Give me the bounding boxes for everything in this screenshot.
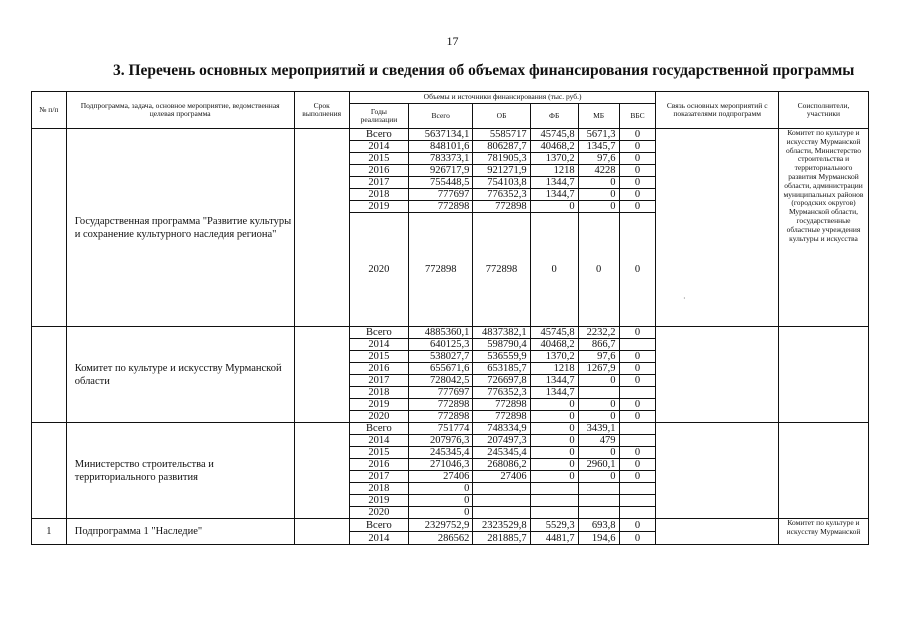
- header-subprogram: Подпрограмма, задача, основное мероприятие, ведомственная целевая программа: [66, 92, 294, 129]
- total-cell: 0: [409, 507, 473, 519]
- vbs-cell: 0: [619, 399, 656, 411]
- fb-cell: 0: [530, 423, 578, 435]
- term-cell: [294, 327, 349, 423]
- ob-cell: 653185,7: [473, 363, 530, 375]
- mb-cell: 693,8: [578, 519, 619, 532]
- table-row: [32, 519, 869, 532]
- vbs-cell: 0: [619, 459, 656, 471]
- year-cell: 2015: [349, 447, 408, 459]
- total-cell: 655671,6: [409, 363, 473, 375]
- ob-cell: 776352,3: [473, 387, 530, 399]
- link-cell: [656, 423, 779, 519]
- vbs-cell: 0: [619, 351, 656, 363]
- header-fb: ФБ: [530, 104, 578, 129]
- header-partners: Соисполнители, участники: [778, 92, 868, 129]
- ob-cell: 781905,3: [473, 153, 530, 165]
- total-cell: 848101,6: [409, 141, 473, 153]
- year-cell: 2015: [349, 351, 408, 363]
- total-cell: 207976,3: [409, 435, 473, 447]
- fb-cell: 0: [530, 435, 578, 447]
- year-cell: 2018: [349, 189, 408, 201]
- total-cell: 751774: [409, 423, 473, 435]
- fb-cell: 1344,7: [530, 375, 578, 387]
- mb-cell: 479: [578, 435, 619, 447]
- ob-cell: 2323529,8: [473, 519, 530, 532]
- year-cell: 2018: [349, 483, 408, 495]
- header-total: Всего: [409, 104, 473, 129]
- total-cell: 772898: [409, 411, 473, 423]
- fb-cell: [530, 483, 578, 495]
- table-row: [32, 327, 869, 339]
- fb-cell: 0: [530, 213, 578, 327]
- ob-cell: 4837382,1: [473, 327, 530, 339]
- fb-cell: 0: [530, 459, 578, 471]
- vbs-cell: 0: [619, 532, 656, 545]
- year-cell: 2019: [349, 201, 408, 213]
- vbs-cell: 0: [619, 213, 656, 327]
- year-cell: 2019: [349, 495, 408, 507]
- header-term: Срок выполнения: [294, 92, 349, 129]
- year-cell: 2014: [349, 339, 408, 351]
- vbs-cell: [619, 423, 656, 435]
- year-cell: Всего: [349, 129, 408, 141]
- mb-cell: 97,6: [578, 153, 619, 165]
- mb-cell: 2960,1: [578, 459, 619, 471]
- year-cell: 2014: [349, 435, 408, 447]
- mb-cell: 0: [578, 189, 619, 201]
- term-cell: [294, 519, 349, 545]
- year-cell: 2016: [349, 363, 408, 375]
- year-cell: Всего: [349, 327, 408, 339]
- fb-cell: 0: [530, 411, 578, 423]
- total-cell: 0: [409, 483, 473, 495]
- row-number: 1: [32, 519, 67, 545]
- total-cell: 640125,3: [409, 339, 473, 351]
- ob-cell: 268086,2: [473, 459, 530, 471]
- ob-cell: [473, 495, 530, 507]
- total-cell: 926717,9: [409, 165, 473, 177]
- vbs-cell: 0: [619, 153, 656, 165]
- partners-cell: [778, 327, 868, 423]
- scan-mark: ·: [683, 294, 686, 303]
- header-vbs: ВБС: [619, 104, 656, 129]
- link-cell: [656, 327, 779, 423]
- mb-cell: 1345,7: [578, 141, 619, 153]
- row-number: [32, 327, 67, 423]
- ob-cell: 772898: [473, 399, 530, 411]
- ob-cell: 772898: [473, 201, 530, 213]
- mb-cell: 1267,9: [578, 363, 619, 375]
- link-cell: [656, 519, 779, 545]
- term-cell: [294, 129, 349, 327]
- mb-cell: 0: [578, 411, 619, 423]
- ob-cell: 776352,3: [473, 189, 530, 201]
- year-cell: 2019: [349, 399, 408, 411]
- table-row: [32, 423, 869, 435]
- total-cell: 777697: [409, 387, 473, 399]
- fb-cell: 1344,7: [530, 387, 578, 399]
- link-cell: [656, 129, 779, 327]
- total-cell: 2329752,9: [409, 519, 473, 532]
- year-cell: 2014: [349, 532, 408, 545]
- mb-cell: 0: [578, 213, 619, 327]
- year-cell: 2015: [349, 153, 408, 165]
- vbs-cell: [619, 435, 656, 447]
- fb-cell: 4481,7: [530, 532, 578, 545]
- total-cell: 27406: [409, 471, 473, 483]
- year-cell: Всего: [349, 423, 408, 435]
- header-ob: ОБ: [473, 104, 530, 129]
- vbs-cell: [619, 483, 656, 495]
- fb-cell: 40468,2: [530, 339, 578, 351]
- header-years: Годы реализации: [349, 104, 408, 129]
- mb-cell: 4228: [578, 165, 619, 177]
- mb-cell: 0: [578, 447, 619, 459]
- vbs-cell: 0: [619, 327, 656, 339]
- mb-cell: 0: [578, 201, 619, 213]
- vbs-cell: 0: [619, 375, 656, 387]
- ob-cell: 598790,4: [473, 339, 530, 351]
- total-cell: 5637134,1: [409, 129, 473, 141]
- year-cell: Всего: [349, 519, 408, 532]
- vbs-cell: 0: [619, 165, 656, 177]
- document-title: 3. Перечень основных мероприятий и сведения об объемах финансирования государственной программы: [113, 62, 855, 79]
- fb-cell: 45745,8: [530, 327, 578, 339]
- ob-cell: 536559,9: [473, 351, 530, 363]
- year-cell: 2020: [349, 213, 408, 327]
- ob-cell: 772898: [473, 411, 530, 423]
- fb-cell: 0: [530, 201, 578, 213]
- mb-cell: [578, 387, 619, 399]
- total-cell: 783373,1: [409, 153, 473, 165]
- mb-cell: 0: [578, 375, 619, 387]
- fb-cell: 1370,2: [530, 351, 578, 363]
- fb-cell: 1344,7: [530, 189, 578, 201]
- total-cell: 777697: [409, 189, 473, 201]
- mb-cell: [578, 507, 619, 519]
- fb-cell: [530, 495, 578, 507]
- ob-cell: 921271,9: [473, 165, 530, 177]
- header-num: № п/п: [32, 92, 67, 129]
- vbs-cell: 0: [619, 471, 656, 483]
- total-cell: 772898: [409, 201, 473, 213]
- total-cell: 755448,5: [409, 177, 473, 189]
- fb-cell: 45745,8: [530, 129, 578, 141]
- program-name: Министерство строительства и территориального развития: [66, 423, 294, 519]
- total-cell: 0: [409, 495, 473, 507]
- year-cell: 2017: [349, 471, 408, 483]
- vbs-cell: 0: [619, 411, 656, 423]
- ob-cell: [473, 507, 530, 519]
- vbs-cell: [619, 339, 656, 351]
- year-cell: 2016: [349, 165, 408, 177]
- year-cell: 2017: [349, 177, 408, 189]
- mb-cell: [578, 495, 619, 507]
- total-cell: 772898: [409, 213, 473, 327]
- ob-cell: 726697,8: [473, 375, 530, 387]
- year-cell: 2017: [349, 375, 408, 387]
- vbs-cell: [619, 387, 656, 399]
- vbs-cell: 0: [619, 447, 656, 459]
- row-number: [32, 423, 67, 519]
- vbs-cell: [619, 507, 656, 519]
- table-row: [32, 129, 869, 141]
- mb-cell: 3439,1: [578, 423, 619, 435]
- program-name: Государственная программа "Развитие культуры и сохранение культурного наследия региона": [66, 129, 294, 327]
- fb-cell: 0: [530, 399, 578, 411]
- program-name: Комитет по культуре и искусству Мурманской области: [66, 327, 294, 423]
- program-name: Подпрограмма 1 "Наследие": [66, 519, 294, 545]
- partners-cell: [778, 423, 868, 519]
- total-cell: 4885360,1: [409, 327, 473, 339]
- total-cell: 271046,3: [409, 459, 473, 471]
- total-cell: 538027,7: [409, 351, 473, 363]
- header-funding: Объемы и источники финансирования (тыс. руб.): [349, 92, 656, 104]
- page-number: 17: [446, 34, 459, 48]
- vbs-cell: 0: [619, 177, 656, 189]
- ob-cell: 5585717: [473, 129, 530, 141]
- ob-cell: 245345,4: [473, 447, 530, 459]
- mb-cell: 0: [578, 177, 619, 189]
- mb-cell: 0: [578, 399, 619, 411]
- fb-cell: 0: [530, 471, 578, 483]
- vbs-cell: [619, 495, 656, 507]
- fb-cell: 1218: [530, 165, 578, 177]
- ob-cell: 806287,7: [473, 141, 530, 153]
- mb-cell: 5671,3: [578, 129, 619, 141]
- vbs-cell: 0: [619, 519, 656, 532]
- vbs-cell: 0: [619, 363, 656, 375]
- mb-cell: 97,6: [578, 351, 619, 363]
- year-cell: 2020: [349, 507, 408, 519]
- total-cell: 286562: [409, 532, 473, 545]
- fb-cell: 1344,7: [530, 177, 578, 189]
- year-cell: 2018: [349, 387, 408, 399]
- vbs-cell: 0: [619, 189, 656, 201]
- vbs-cell: 0: [619, 129, 656, 141]
- ob-cell: 207497,3: [473, 435, 530, 447]
- vbs-cell: 0: [619, 141, 656, 153]
- ob-cell: 754103,8: [473, 177, 530, 189]
- ob-cell: 27406: [473, 471, 530, 483]
- partners-cell: Комитет по культуре и искусству Мурманской: [778, 519, 868, 545]
- ob-cell: 772898: [473, 213, 530, 327]
- mb-cell: 0: [578, 471, 619, 483]
- fb-cell: 1218: [530, 363, 578, 375]
- mb-cell: 2232,2: [578, 327, 619, 339]
- financing-table: [31, 91, 869, 545]
- mb-cell: [578, 483, 619, 495]
- year-cell: 2020: [349, 411, 408, 423]
- year-cell: 2016: [349, 459, 408, 471]
- fb-cell: 5529,3: [530, 519, 578, 532]
- ob-cell: 281885,7: [473, 532, 530, 545]
- total-cell: 245345,4: [409, 447, 473, 459]
- partners-cell: Комитет по культуре и искусству Мурманской области, Министерство строительства и территориального развития Мурманской области, администрации муниципальных районов (городских округов) Мурманской области, государственные областные учреждения культуры и искусства: [778, 129, 868, 327]
- ob-cell: [473, 483, 530, 495]
- total-cell: 728042,5: [409, 375, 473, 387]
- header-link: Связь основных мероприятий с показателями подпрограмм: [656, 92, 779, 129]
- ob-cell: 748334,9: [473, 423, 530, 435]
- year-cell: 2014: [349, 141, 408, 153]
- fb-cell: 1370,2: [530, 153, 578, 165]
- total-cell: 772898: [409, 399, 473, 411]
- fb-cell: [530, 507, 578, 519]
- fb-cell: 40468,2: [530, 141, 578, 153]
- mb-cell: 866,7: [578, 339, 619, 351]
- term-cell: [294, 423, 349, 519]
- row-number: [32, 129, 67, 327]
- vbs-cell: 0: [619, 201, 656, 213]
- mb-cell: 194,6: [578, 532, 619, 545]
- fb-cell: 0: [530, 447, 578, 459]
- header-mb: МБ: [578, 104, 619, 129]
